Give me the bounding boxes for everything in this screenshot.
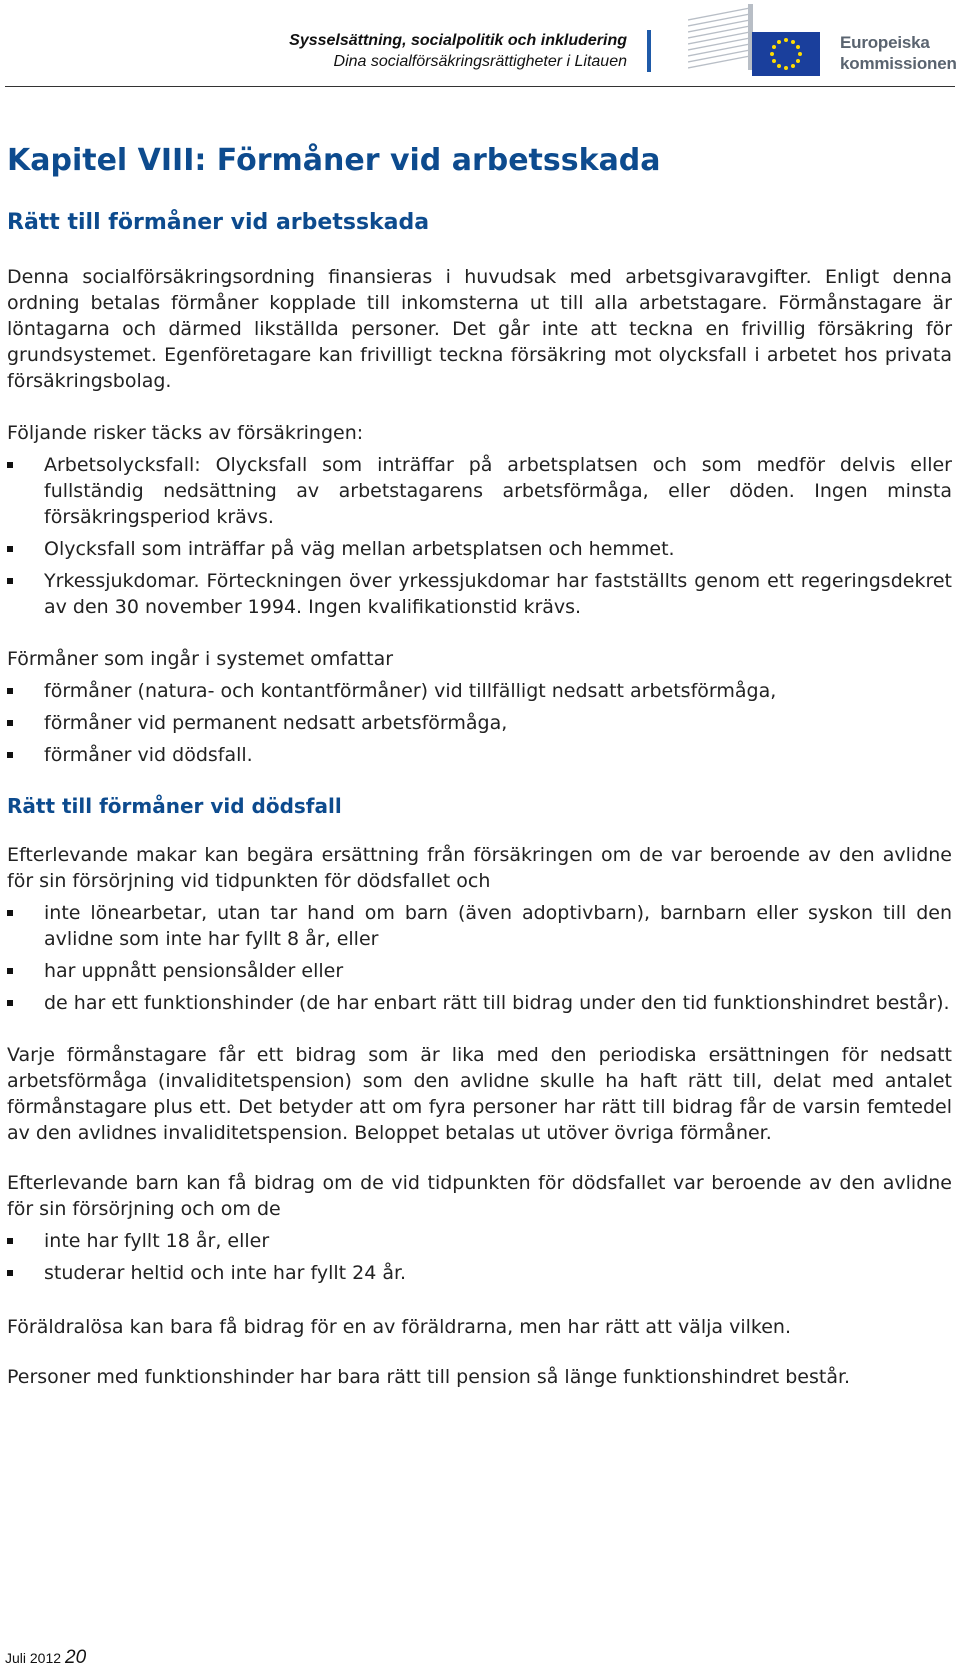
section-heading-death-benefits: Rätt till förmåner vid dödsfall — [7, 794, 342, 818]
list-item: Arbetsolycksfall: Olycksfall som inträffar på arbetsplatsen och som medför delvis eller fullständig nedsättning av arbetstagarens arbetsförmåga, eller döden. Ingen minsta försäkringsperiod krävs. — [7, 452, 952, 530]
ec-building-logo-icon — [688, 0, 758, 72]
grant-paragraph: Varje förmånstagare får ett bidrag som är lika med den periodiska ersättningen för nedsatt arbetsförmåga (invaliditetspension) som den avlidne skulle ha haft rätt till, delat med antalet förmånstagare plus ett. Det betyder att om fyra personer har rätt till bidrag får de varsin femtedel av den avlidnes invaliditetspension. Beloppet betalas ut utöver övriga förmåner. — [7, 1044, 952, 1144]
children-conditions-list — [7, 1228, 952, 1286]
disability-paragraph: Personer med funktionshinder har bara rätt till pension så länge funktionshindret består. — [7, 1366, 851, 1388]
header-divider — [5, 86, 955, 87]
survivors-intro: Efterlevande makar kan begära ersättning från försäkringen om de var beroende av den avlidne för sin försörjning vid tidpunkten för dödsfallet och — [7, 844, 952, 892]
logo-text-line1: Europeiska — [840, 33, 930, 52]
list-item: Yrkessjukdomar. Förteckningen över yrkessjukdomar har fastställts genom ett regeringsdekret av den 30 november 1994. Ingen kvalifikationstid krävs. — [7, 568, 952, 620]
header-subtitle: Dina socialförsäkringsrättigheter i Litauen — [333, 53, 627, 70]
list-item: studerar heltid och inte har fyllt 24 år. — [7, 1260, 952, 1286]
section-heading-occupational-injury: Rätt till förmåner vid arbetsskada — [7, 210, 430, 235]
list-item: förmåner vid permanent nedsatt arbetsförmåga, — [7, 710, 952, 736]
financing-paragraph: Denna socialförsäkringsordning finansieras i huvudsak med arbetsgivaravgifter. Enligt denna ordning betalas förmåner kopplade till inkomsterna ut till alla arbetstagare. Förmånstagare är löntagarna och därmed likställda personer. Det går inte att teckna en frivillig försäkring för grundsystemet. Egenföretagare kan frivilligt teckna försäkring mot olycksfall i arbetet hos privata försäkringsbolag. — [7, 266, 952, 392]
benefits-list — [7, 678, 952, 768]
header-separator — [647, 30, 651, 72]
list-item: förmåner vid dödsfall. — [7, 742, 952, 768]
document-body — [7, 140, 952, 1390]
page-header — [0, 0, 960, 90]
risks-list — [7, 452, 952, 620]
list-item: Olycksfall som inträffar på väg mellan arbetsplatsen och hemmet. — [7, 536, 952, 562]
logo-text-line2: kommissionen — [840, 54, 957, 73]
page-number: 20 — [65, 1647, 87, 1668]
risks-intro: Följande risker täcks av försäkringen: — [7, 422, 364, 444]
benefits-intro: Förmåner som ingår i systemet omfattar — [7, 648, 394, 670]
list-item: förmåner (natura- och kontantförmåner) vid tillfälligt nedsatt arbetsförmåga, — [7, 678, 952, 704]
chapter-title: Kapitel VIII: Förmåner vid arbetsskada — [7, 143, 661, 178]
header-title: Sysselsättning, socialpolitik och inkludering — [289, 32, 627, 49]
page-footer — [5, 1647, 86, 1669]
children-intro: Efterlevande barn kan få bidrag om de vid tidpunkten för dödsfallet var beroende av den avlidne för sin försörjning och om de — [7, 1172, 952, 1220]
eu-flag-icon — [752, 32, 820, 76]
list-item: har uppnått pensionsålder eller — [7, 958, 952, 984]
orphans-paragraph: Föräldralösa kan bara få bidrag för en av föräldrarna, men har rätt att välja vilken. — [7, 1316, 792, 1338]
footer-date: Juli 2012 — [5, 1650, 62, 1666]
list-item: de har ett funktionshinder (de har enbart rätt till bidrag under den tid funktionshindret består). — [7, 990, 952, 1016]
survivor-conditions-list — [7, 900, 952, 1016]
list-item: inte lönearbetar, utan tar hand om barn (även adoptivbarn), barnbarn eller syskon till den avlidne som inte har fyllt 8 år, eller — [7, 900, 952, 952]
list-item: inte har fyllt 18 år, eller — [7, 1228, 952, 1254]
